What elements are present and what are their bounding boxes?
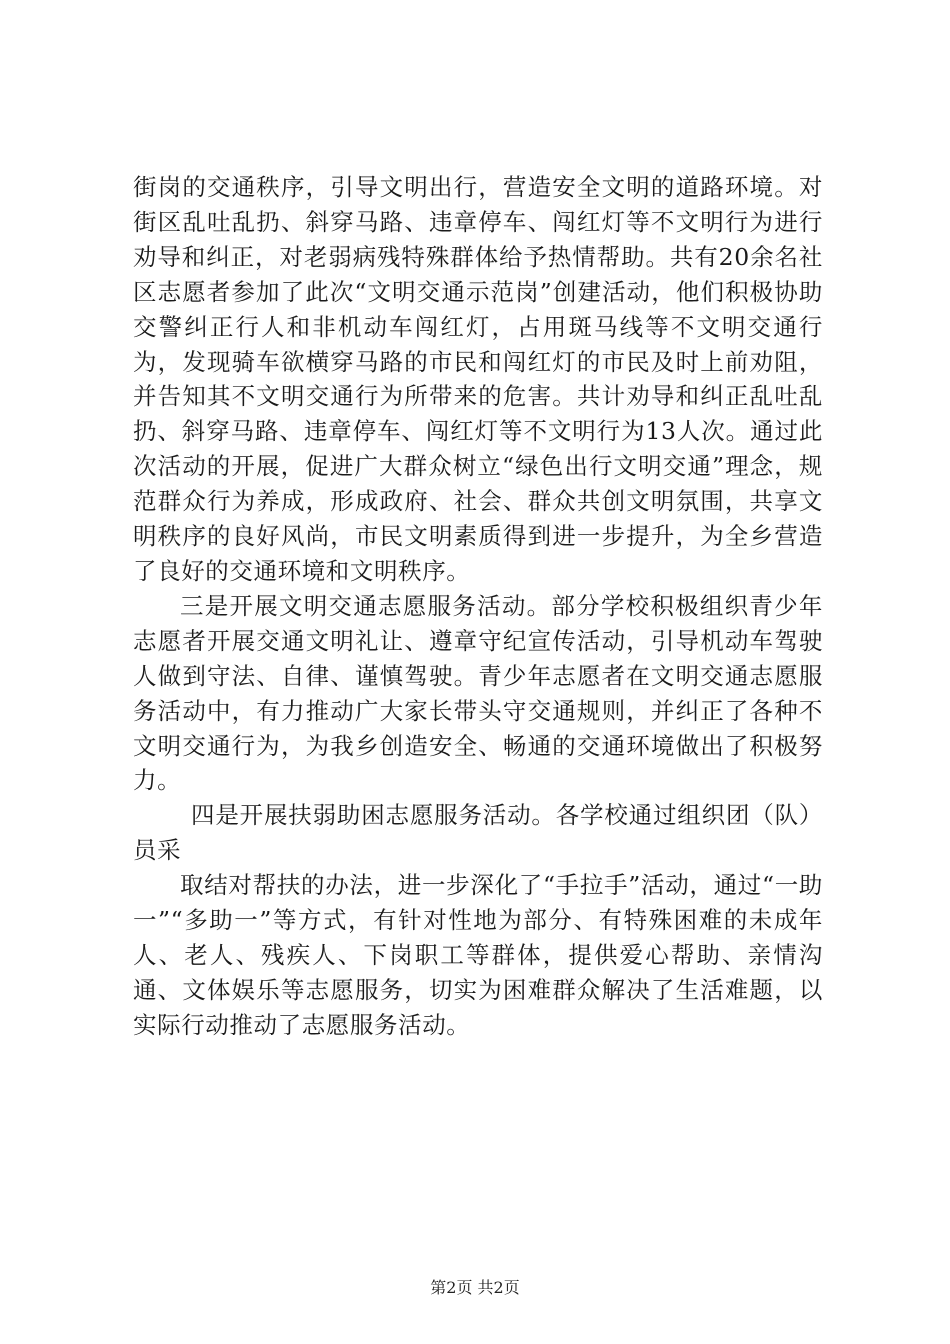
page-footer: 第2页 共2页 <box>430 1278 520 1297</box>
document-body <box>133 170 823 1043</box>
paragraph-support-heading: 四是开展扶弱助困志愿服务活动。各学校通过组织团（队）员采 <box>133 801 823 865</box>
paragraph-traffic-post: 街岗的交通秩序，引导文明出行，营造安全文明的道路环境。对街区乱吐乱扔、斜穿马路、违章停车、闯红灯等不文明行为进行劝导和纠正，对老弱病残特殊群体给予热情帮助。共有20余名社区志愿者参加了此次“文明交通示范岗”创建活动，他们积极协助交警纠正行人和非机动车闯红灯，占用斑马线等不文明交通行为，发现骑车欲横穿马路的市民和闯红灯的市民及时上前劝阻，并告知其不文明交通行为所带来的危害。共计劝导和纠正乱吐乱扔、斜穿马路、违章停车、闯红灯等不文明行为13人次。通过此次活动的开展，促进广大群众树立“绿色出行文明交通”理念，规范群众行为养成，形成政府、社会、群众共创文明氛围，共享文明秩序的良好风尚，市民文明素质得到进一步提升，为全乡营造了良好的交通环境和文明秩序。 <box>133 173 823 585</box>
paragraph-support-body: 取结对帮扶的办法，进一步深化了“手拉手”活动，通过“一助一”“多助一”等方式，有针对性地为部分、有特殊困难的未成年人、老人、残疾人、下岗职工等群体，提供爱心帮助、亲情沟通、文体娱乐等志愿服务，切实为困难群众解决了生活难题，以实际行动推动了志愿服务活动。 <box>133 871 823 1039</box>
paragraph-traffic-volunteer: 三是开展文明交通志愿服务活动。部分学校积极组织青少年志愿者开展交通文明礼让、遵章守纪宣传活动，引导机动车驾驶人做到守法、自律、谨慎驾驶。青少年志愿者在文明交通志愿服务活动中，有力推动广大家长带头守交通规则，并纠正了各种不文明交通行为，为我乡创造安全、畅通的交通环境做出了积极努力。 <box>133 591 823 795</box>
